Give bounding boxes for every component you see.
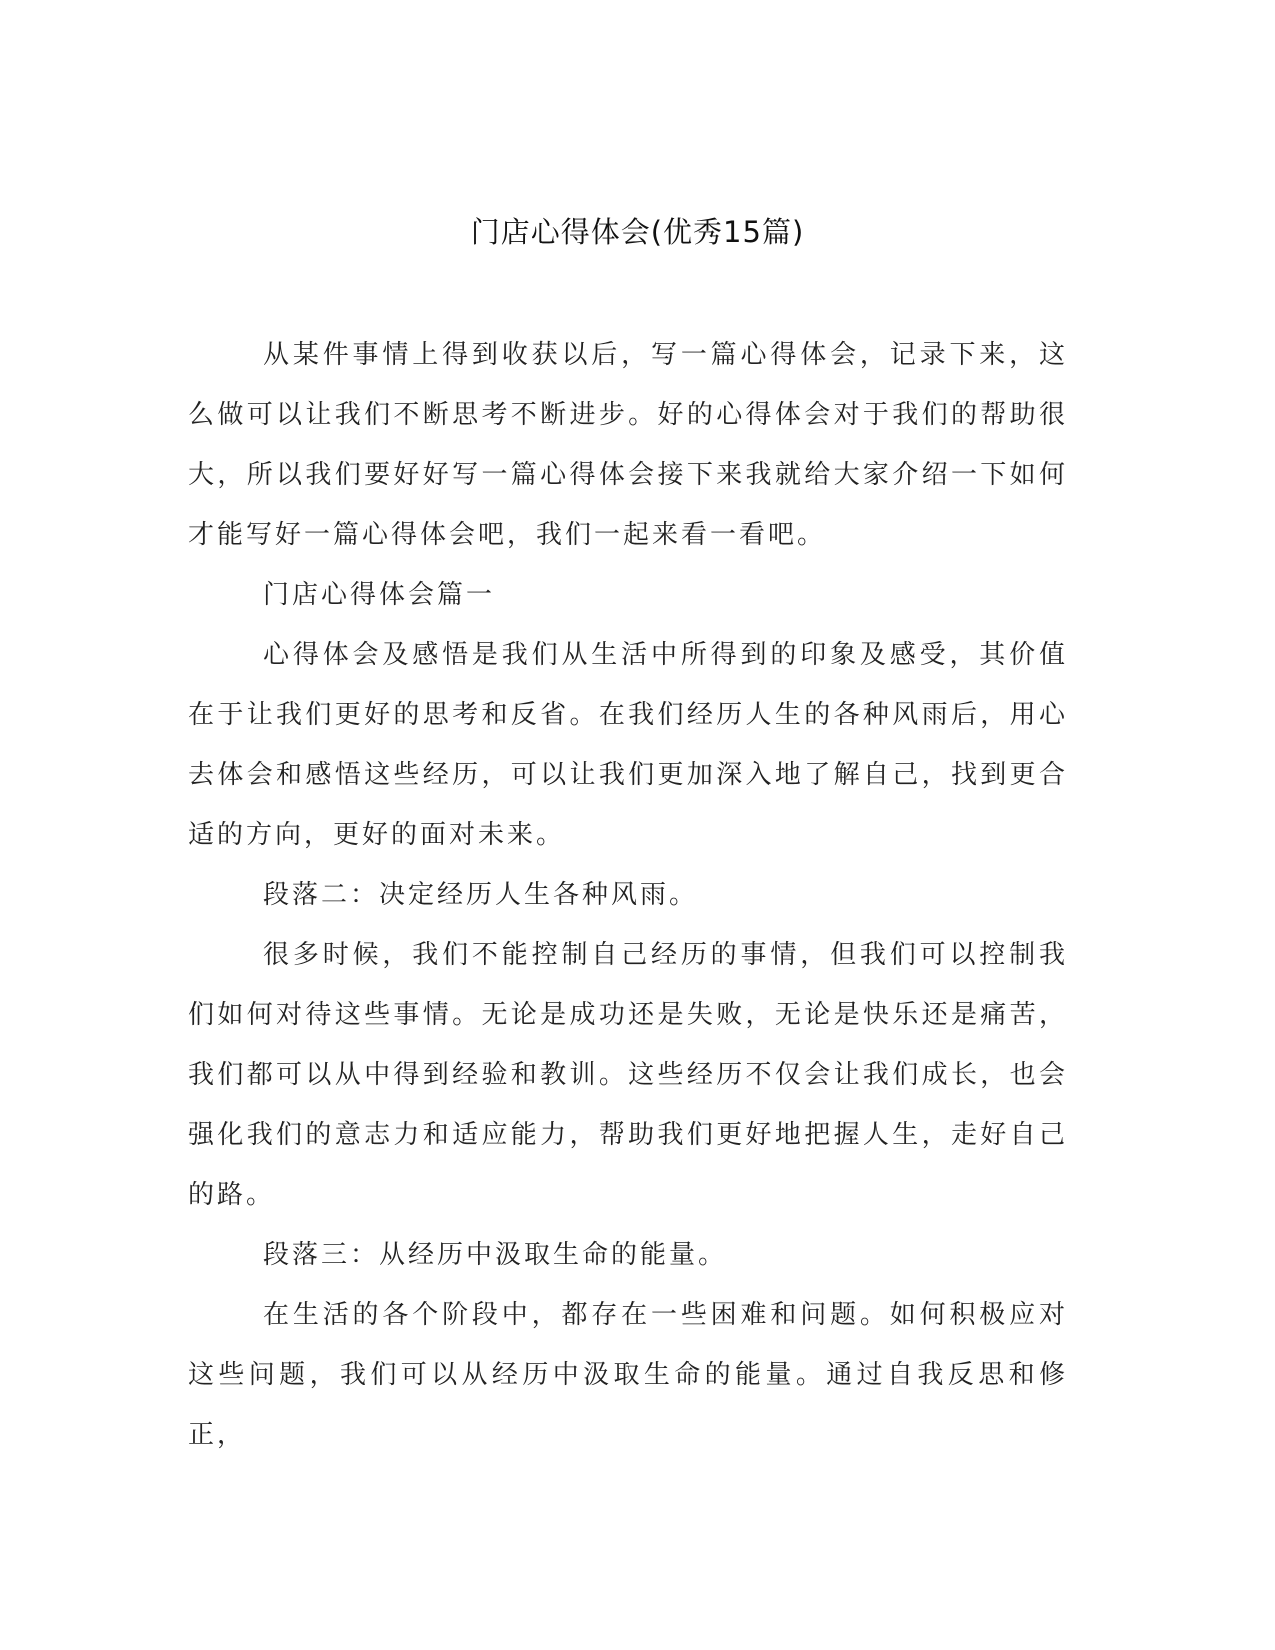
section-heading-3: 段落三：从经历中汲取生命的能量。 — [263, 1240, 728, 1270]
body-paragraph: 很多时候，我们不能控制自己经历的事情，但我们可以控制我们如何对待这些事情。无论是成功还是失败，无论是快乐还是痛苦，我们都可以从中得到经验和教训。这些经历不仅会让我们成长，也会强化我们的意志力和适应能力，帮助我们更好地把握人生，走好自己的路。 — [188, 940, 1068, 1210]
body-paragraph: 心得体会及感悟是我们从生活中所得到的印象及感受，其价值在于让我们更好的思考和反省。在我们经历人生的各种风雨后，用心去体会和感悟这些经历，可以让我们更加深入地了解自己，找到更合适的方向，更好的面对未来。 — [188, 640, 1068, 850]
document-title: 门店心得体会(优秀15篇) — [470, 215, 805, 249]
section-heading-2: 段落二：决定经历人生各种风雨。 — [263, 880, 699, 910]
intro-paragraph: 从某件事情上得到收获以后，写一篇心得体会，记录下来，这么做可以让我们不断思考不断进步。好的心得体会对于我们的帮助很大，所以我们要好好写一篇心得体会接下来我就给大家介绍一下如何才能写好一篇心得体会吧，我们一起来看一看吧。 — [188, 340, 1068, 550]
section-heading-1: 门店心得体会篇一 — [263, 580, 496, 610]
body-paragraph: 在生活的各个阶段中，都存在一些困难和问题。如何积极应对这些问题，我们可以从经历中汲取生命的能量。通过自我反思和修正， — [188, 1300, 1068, 1450]
document-body — [188, 325, 1068, 1465]
